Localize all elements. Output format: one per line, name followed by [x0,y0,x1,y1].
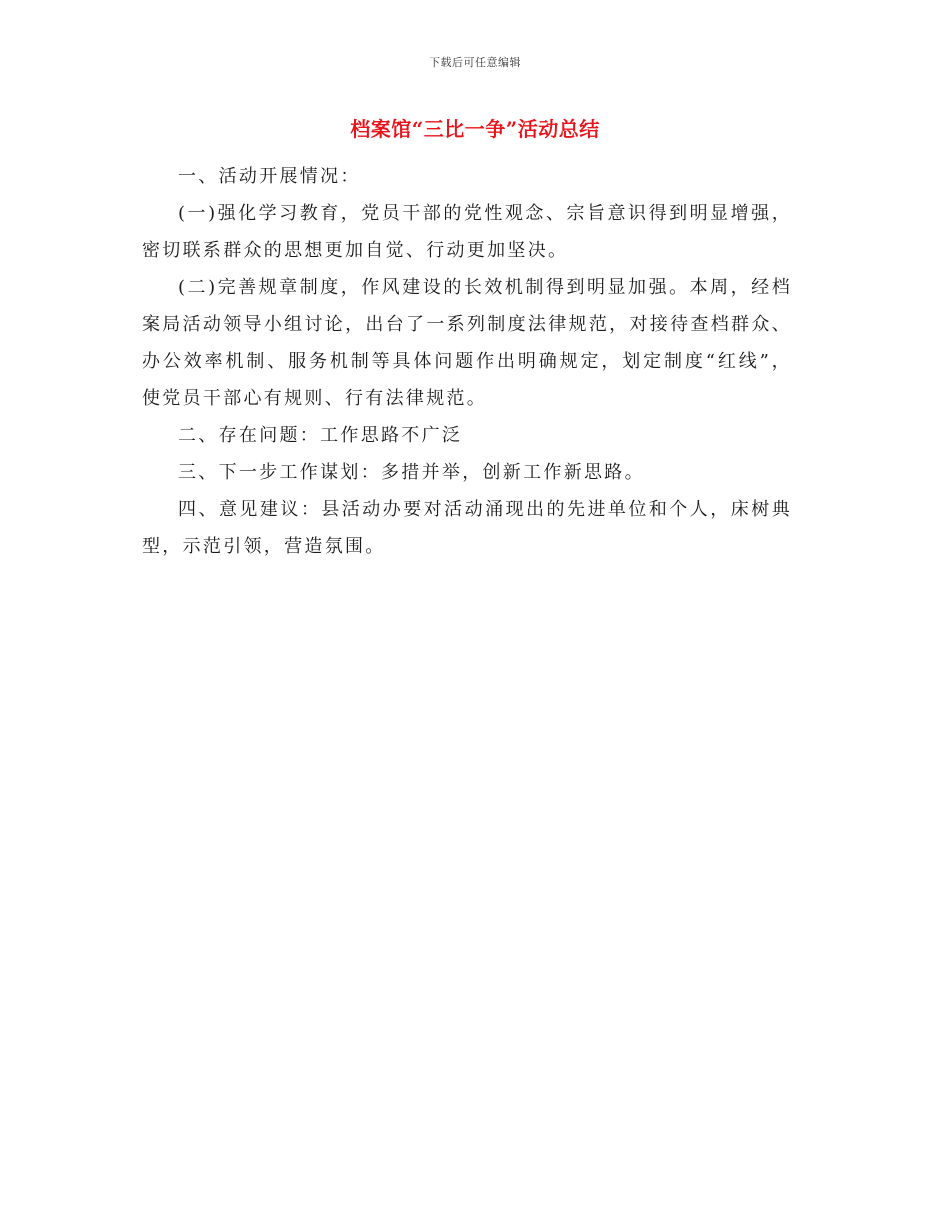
document-body [142,158,792,565]
document-title: 档案馆“三比一争”活动总结 [350,117,600,141]
section-activity-heading: 一、活动开展情况： [178,166,361,187]
section-suggestions: 四、意见建议：县活动办要对活动涌现出的先进单位和个人，床树典型，示范引领，营造氛围。 [142,499,792,557]
header-note: 下载后可任意编辑 [429,56,521,69]
paragraph-study-education: (一)强化学习教育，党员干部的党性观念、宗旨意识得到明显增强，密切联系群众的思想更加自觉、行动更加坚决。 [142,203,792,261]
section-next-steps: 三、下一步工作谋划：多措并举，创新工作新思路。 [178,462,645,483]
paragraph-rules-system: (二)完善规章制度，作风建设的长效机制得到明显加强。本周，经档案局活动领导小组讨论，出台了一系列制度法律规范，对接待查档群众、办公效率机制、服务机制等具体问题作出明确规定，划定制度“红线”，使党员干部心有规则、行有法律规范。 [142,277,792,409]
section-problems: 二、存在问题：工作思路不广泛 [178,425,463,446]
